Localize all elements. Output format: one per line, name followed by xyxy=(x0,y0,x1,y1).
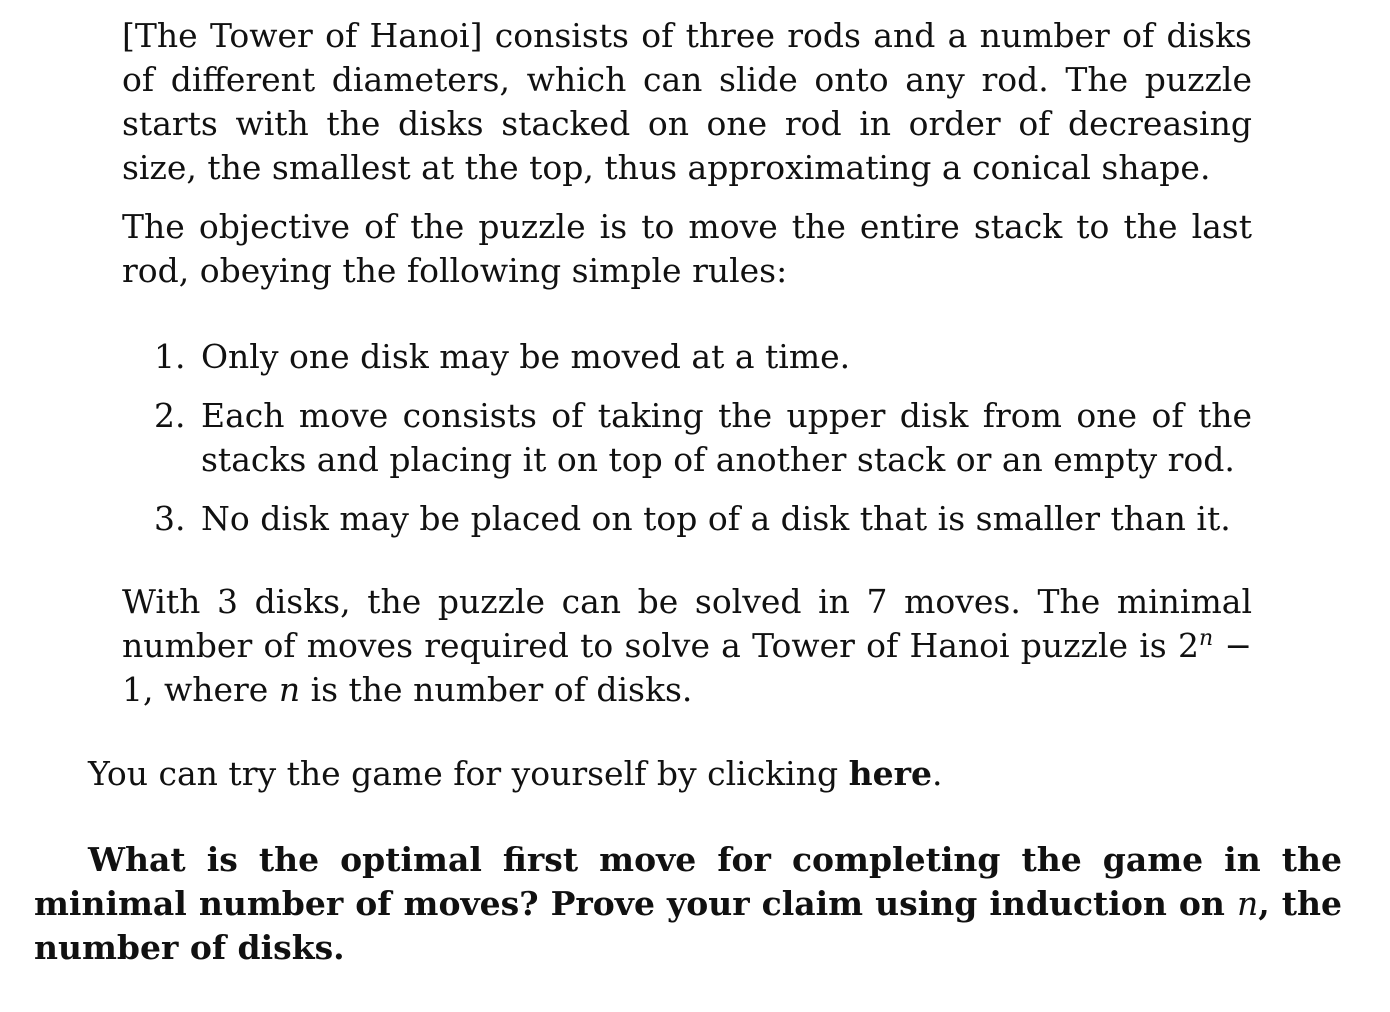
rules-list xyxy=(122,335,1252,541)
minimal-moves-between: , where xyxy=(143,670,279,709)
rule-text: Each move consists of taking the upper disk from one of the stacks and placing it on top of another stack or an empty rod. xyxy=(201,396,1252,479)
rule-number: 3. xyxy=(154,499,186,538)
rule-text: Only one disk may be moved at a time. xyxy=(201,337,851,376)
objective-text: The objective of the puzzle is to move the entire stack to the last rod, obeying the following simple rules: xyxy=(122,207,1252,290)
formula-exponent: n xyxy=(1198,626,1214,651)
quote-paragraph-minimal-moves xyxy=(122,580,1252,712)
minimal-moves-text xyxy=(122,580,1252,712)
minimal-moves-lead: With 3 disks, the puzzle can be solved in 7 moves. The minimal number of moves required to solve a Tower of Hanoi puzzle is xyxy=(122,582,1252,665)
formula-tail: − 1 xyxy=(122,626,1252,709)
here-link[interactable]: here xyxy=(848,754,932,793)
question-variable-n: n xyxy=(1236,884,1259,923)
question-end: , the number of disks. xyxy=(34,884,1342,967)
quote-paragraph-intro xyxy=(122,14,1252,190)
quote-paragraph-objective xyxy=(122,205,1252,293)
minimal-moves-end: is the number of disks. xyxy=(300,670,693,709)
rule-item xyxy=(122,497,1252,541)
variable-n: n xyxy=(278,670,301,709)
rule-item xyxy=(122,335,1252,379)
intro-text: [The Tower of Hanoi] consists of three rods and a number of disks of different diameters, which can slide onto any rod. The puzzle starts with the disks stacked on one rod in order of decreasing size, the smallest at the top, thus approximating a conical shape. xyxy=(122,16,1252,187)
rule-number: 1. xyxy=(154,337,186,376)
rule-item xyxy=(122,394,1252,482)
try-game-line xyxy=(88,752,942,796)
rule-number: 2. xyxy=(154,396,186,435)
formula-base: 2 xyxy=(1177,626,1199,665)
try-game-period: . xyxy=(931,754,943,793)
try-game-text: You can try the game for yourself by clicking xyxy=(88,754,849,793)
question-paragraph xyxy=(34,838,1342,970)
rule-text: No disk may be placed on top of a disk that is smaller than it. xyxy=(201,499,1231,538)
question-lead: What is the optimal first move for completing the game in the minimal number of moves? Prove your claim using induction on xyxy=(34,840,1342,923)
